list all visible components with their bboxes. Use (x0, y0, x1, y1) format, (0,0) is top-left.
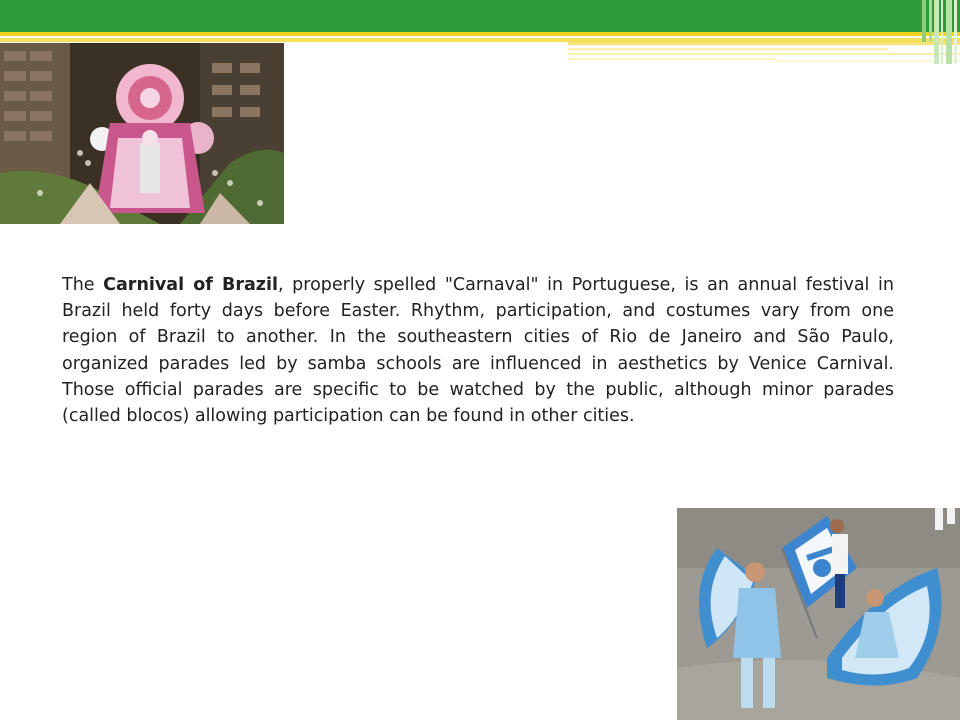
carnival-description (62, 272, 894, 429)
carnival-of-brazil-term: Carnival of Brazil (103, 275, 278, 295)
carnival-float-photo (0, 43, 284, 224)
samba-dancers-flag-photo (677, 508, 960, 720)
paragraph-body: , properly spelled "Carnaval" in Portuguese, is an annual festival in Brazil held forty days before Easter. Rhythm, participation, and costumes vary from one region of Brazil to another. In the southeastern cities of Rio de Janeiro and São Paulo, organized parades led by samba schools are influenced in aesthetics by Venice Carnival. Those official parades are specific to be watched by the public, although minor parades (called blocos) allowing participation can be found in other cities. (62, 275, 894, 427)
paragraph-lead: The (62, 275, 104, 295)
